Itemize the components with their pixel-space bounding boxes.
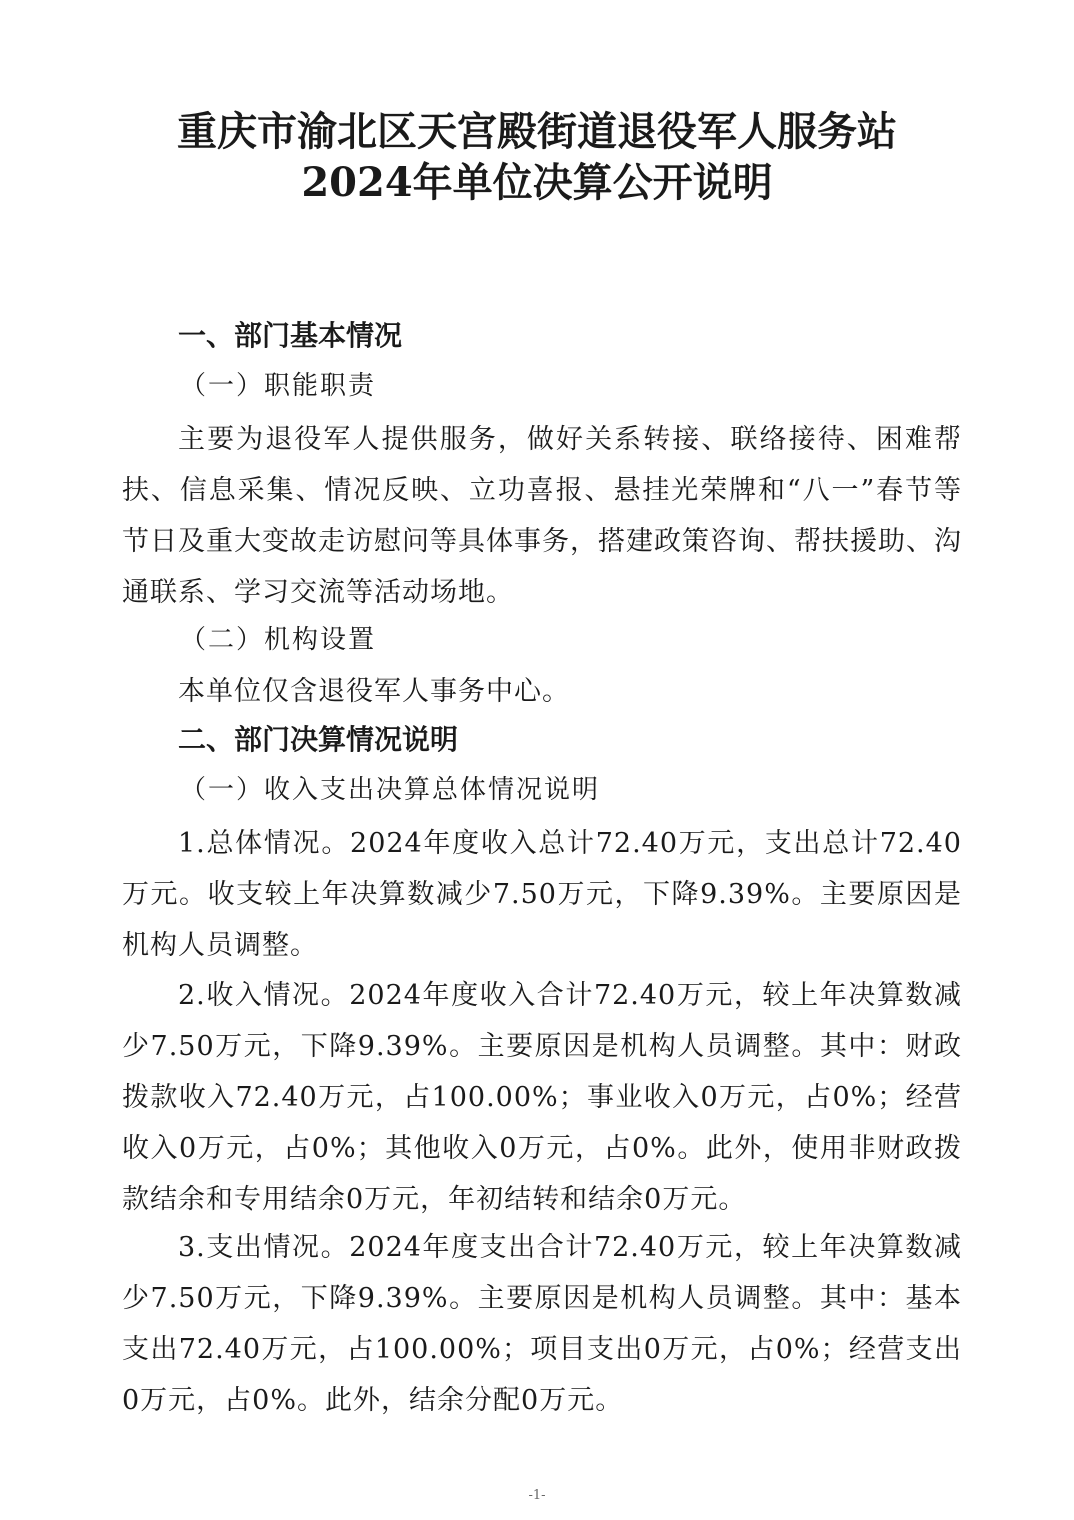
section2-para1: 1.总体情况。2024年度收入总计72.40万元，支出总计72.40万元。收支较上年决算数减少7.50万元，下降9.39%。主要原因是机构人员调整。 bbox=[122, 828, 962, 961]
section2-para3: 3.支出情况。2024年度支出合计72.40万元，较上年决算数减少7.50万元，下降9.39%。主要原因是机构人员调整。其中：基本支出72.40万元，占100.00%；项目支出0万元，占0%；经营支出0万元，占0%。此外，结余分配0万元。 bbox=[122, 1232, 962, 1416]
section1-sub2-text: 本单位仅含退役军人事务中心。 bbox=[178, 676, 570, 707]
document-title-line1: 重庆市渝北区天宫殿街道退役军人服务站 bbox=[177, 108, 897, 155]
section1-sub2-heading: （二）机构设置 bbox=[180, 625, 377, 655]
page-number: -1- bbox=[528, 1488, 546, 1503]
section2-para2: 2.收入情况。2024年度收入合计72.40万元，较上年决算数减少7.50万元，下降9.39%。主要原因是机构人员调整。其中：财政拨款收入72.40万元，占100.00%；事业收入0万元，占0%；经营收入0万元，占0%；其他收入0万元，占0%。此外，使用非财政拨款结余和专用结余0万元，年初结转和结余0万元。 bbox=[122, 980, 962, 1215]
section1-heading: 一、部门基本情况 bbox=[178, 319, 403, 352]
section1-sub1-text: 主要为退役军人提供服务，做好关系转接、联络接待、困难帮扶、信息采集、情况反映、立功喜报、悬挂光荣牌和“八一”春节等节日及重大变故走访慰问等具体事务，搭建政策咨询、帮扶援助、沟通联系、学习交流等活动场地。 bbox=[122, 424, 962, 608]
section1-sub1-heading: （一）职能职责 bbox=[180, 371, 377, 401]
section2-sub1-heading: （一）收入支出决算总体情况说明 bbox=[180, 775, 601, 805]
section2-heading: 二、部门决算情况说明 bbox=[178, 723, 459, 756]
document-title-line2: 2024年单位决算公开说明 bbox=[301, 159, 773, 206]
